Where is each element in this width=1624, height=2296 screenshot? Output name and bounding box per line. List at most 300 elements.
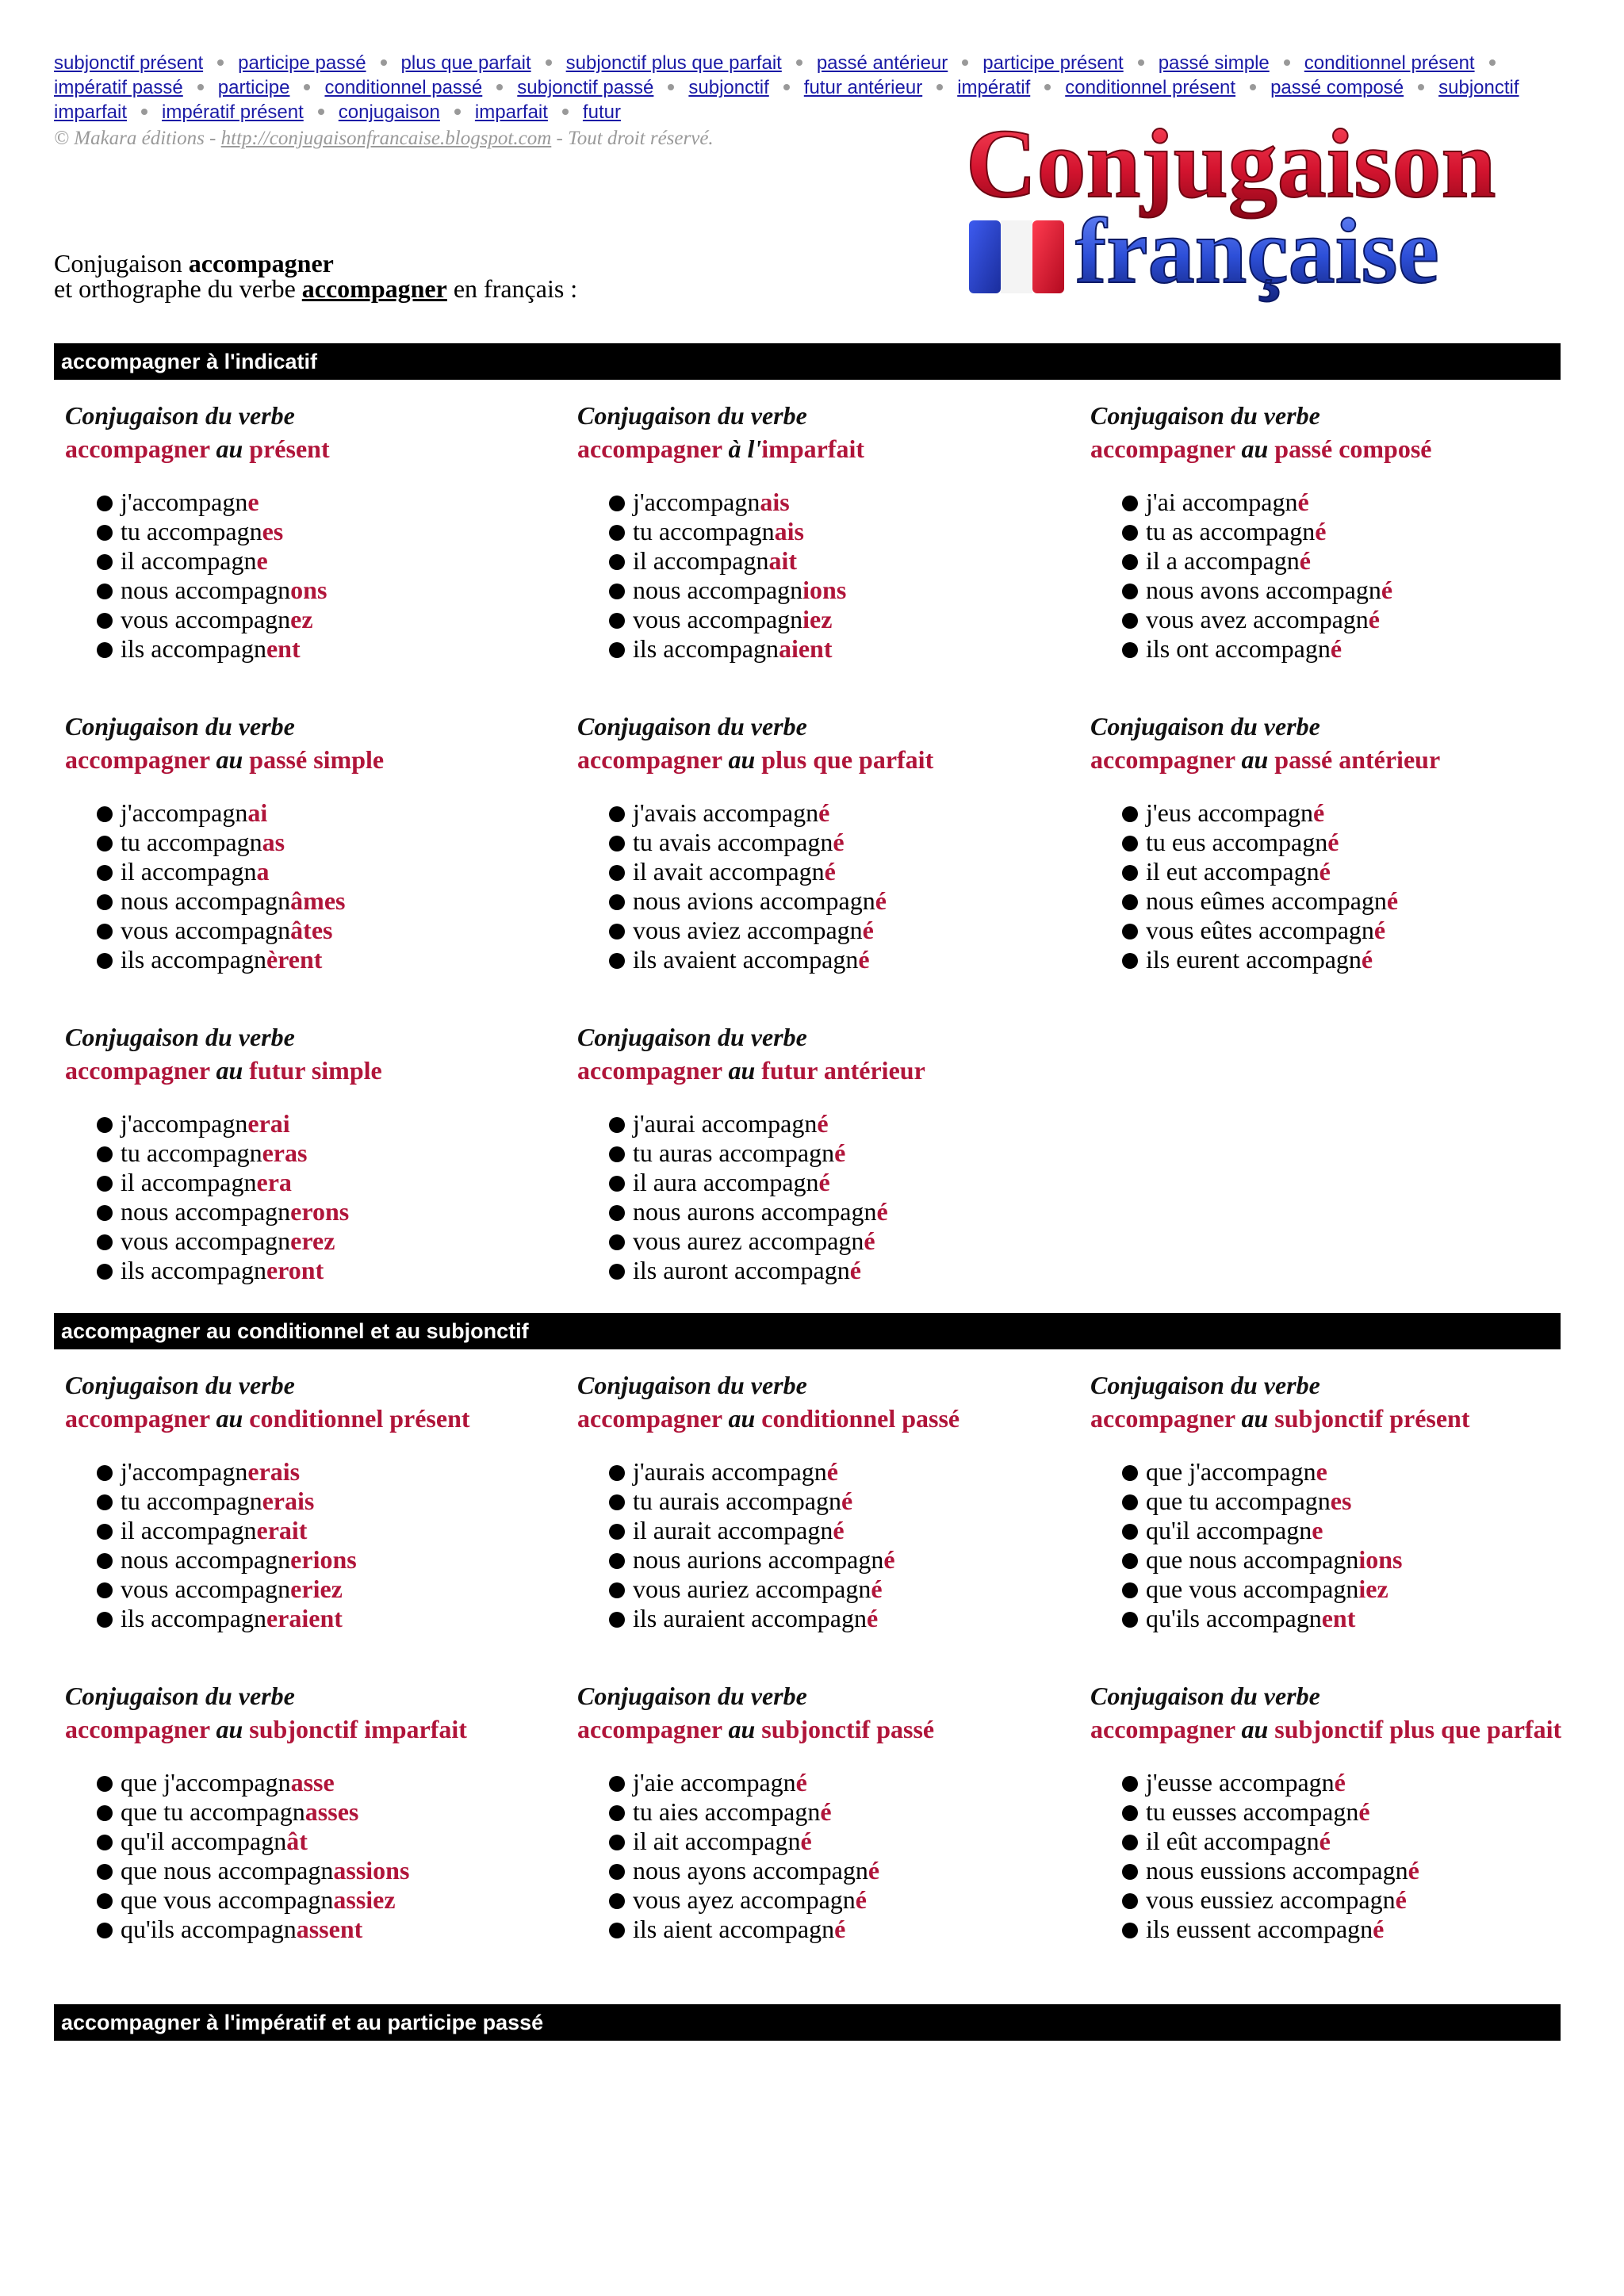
heading-preposition: au	[216, 434, 250, 463]
form-stem: tu accompagn	[121, 517, 262, 545]
separator-dot-icon	[454, 109, 461, 115]
form-stem: j'accompagn	[633, 488, 760, 516]
heading-verb: accompagner	[65, 745, 216, 774]
block-tense-heading	[577, 1712, 1053, 1746]
nav-link[interactable]: impératif présent	[162, 101, 304, 123]
form-ending: erai	[247, 1109, 290, 1138]
block-title: Conjugaison du verbe	[65, 1682, 295, 1710]
form-stem: j'eus accompagn	[1146, 798, 1314, 827]
form-ending: erais	[247, 1457, 301, 1486]
heading-preposition: au	[1241, 1404, 1275, 1433]
conjugated-form	[633, 1197, 1053, 1226]
heading-verb: accompagner	[65, 1056, 216, 1085]
form-stem: il ait accompagn	[633, 1827, 801, 1855]
form-stem: nous avions accompagn	[633, 886, 875, 915]
separator-dot-icon	[1138, 59, 1144, 66]
form-stem: tu eusses accompagn	[1146, 1797, 1359, 1826]
conjugated-form	[121, 886, 541, 916]
nav-link[interactable]: impératif	[957, 77, 1031, 98]
form-stem: nous accompagn	[121, 576, 291, 604]
form-stem: vous eussiez accompagn	[1146, 1885, 1396, 1914]
form-ending: a	[256, 857, 270, 886]
conjugated-form	[633, 1768, 1053, 1797]
form-stem: tu accompagn	[633, 517, 775, 545]
block-tense-heading	[1090, 1402, 1566, 1435]
form-ending: é	[1334, 1768, 1346, 1797]
heading-tense: subjonctif plus que parfait	[1274, 1715, 1562, 1743]
nav-link[interactable]: futur	[582, 101, 621, 123]
conjugation-block	[1090, 710, 1566, 974]
heading-tense: futur simple	[249, 1056, 382, 1085]
intro-verb: accompagner	[188, 249, 334, 277]
form-stem: que vous accompagn	[121, 1885, 334, 1914]
form-ending: é	[1313, 798, 1325, 827]
conjugated-form	[1146, 634, 1566, 664]
form-ending: é	[871, 1575, 883, 1603]
conjugation-block	[65, 1020, 541, 1285]
form-stem: qu'ils accompagn	[121, 1915, 297, 1943]
form-ending: ait	[768, 546, 798, 575]
form-stem: que tu accompagn	[1146, 1487, 1331, 1515]
separator-dot-icon	[783, 84, 790, 90]
form-stem: il accompagn	[633, 546, 769, 575]
form-ending: é	[855, 1885, 867, 1914]
logo-line2: française	[1075, 199, 1439, 303]
conjugated-form	[121, 634, 541, 664]
form-stem: ils aient accompagn	[633, 1915, 835, 1943]
conjugated-form	[121, 945, 541, 974]
form-stem: j'avais accompagn	[633, 798, 819, 827]
form-stem: il accompagn	[121, 1516, 257, 1544]
heading-tense: passé simple	[249, 745, 385, 774]
form-ending: é	[833, 1516, 845, 1544]
form-stem: tu aies accompagn	[633, 1797, 821, 1826]
conjugated-form	[1146, 886, 1566, 916]
nav-link[interactable]: impératif passé	[54, 77, 183, 98]
nav-link[interactable]: participe	[217, 77, 290, 98]
heading-preposition: au	[1241, 745, 1275, 774]
conjugated-form	[633, 798, 1053, 828]
form-stem: vous accompagn	[633, 605, 803, 633]
form-stem: nous accompagn	[121, 1197, 291, 1226]
separator-dot-icon	[668, 84, 674, 90]
intro-l2-suffix: en français :	[446, 274, 578, 303]
nav-link[interactable]: subjonctif passé	[517, 77, 654, 98]
block-title: Conjugaison du verbe	[577, 1023, 807, 1051]
form-ending: eriez	[290, 1575, 343, 1603]
conjugated-form	[1146, 605, 1566, 634]
nav-link[interactable]: conditionnel présent	[1065, 77, 1236, 98]
form-ending: eront	[266, 1256, 324, 1284]
form-ending: é	[834, 1915, 846, 1943]
form-ending: é	[862, 916, 874, 944]
conjugated-form	[1146, 945, 1566, 974]
conjugated-form	[121, 857, 541, 886]
block-title: Conjugaison du verbe	[577, 1371, 807, 1399]
conjugated-form	[1146, 828, 1566, 857]
form-stem: que nous accompagn	[1146, 1545, 1359, 1574]
nav-link[interactable]: plus que parfait	[400, 52, 531, 74]
conjugated-form	[633, 1487, 1053, 1516]
form-ending: ais	[774, 517, 804, 545]
form-ending: assions	[333, 1856, 410, 1885]
nav-link[interactable]: conjugaison	[338, 101, 440, 123]
form-stem: vous auriez accompagn	[633, 1575, 871, 1603]
conjugated-form	[633, 945, 1053, 974]
heading-tense: passé composé	[1274, 434, 1432, 463]
forms-list	[65, 1457, 541, 1633]
separator-dot-icon	[1489, 59, 1496, 66]
form-ending: aient	[778, 634, 833, 663]
nav-link[interactable]: subjonctif	[688, 77, 769, 98]
conjugation-block	[1090, 1679, 1566, 1944]
conjugated-form	[121, 605, 541, 634]
form-ending: é	[864, 1226, 875, 1255]
french-flag-icon	[969, 220, 1064, 293]
form-ending: é	[818, 1168, 830, 1196]
section-bar-conditionnel-subjonctif: accompagner au conditionnel et au subjonctif	[54, 1313, 1561, 1349]
conjugated-form	[121, 916, 541, 945]
conjugated-form	[121, 1575, 541, 1604]
form-stem: j'accompagn	[121, 488, 248, 516]
forms-list	[577, 1768, 1053, 1944]
form-ending: é	[1373, 1915, 1385, 1943]
nav-link[interactable]: conditionnel présent	[1304, 52, 1475, 74]
form-stem: ils auraient accompagn	[633, 1604, 867, 1632]
conjugated-form	[121, 1197, 541, 1226]
forms-list	[1090, 1457, 1566, 1633]
block-tense-heading	[65, 743, 541, 776]
block-title: Conjugaison du verbe	[1090, 712, 1320, 740]
separator-dot-icon	[562, 109, 569, 115]
form-stem: vous accompagn	[121, 916, 291, 944]
form-ending: es	[262, 517, 284, 545]
form-ending: es	[1330, 1487, 1352, 1515]
conjugated-form	[121, 1256, 541, 1285]
conjugated-form	[121, 1109, 541, 1138]
form-ending: ons	[290, 576, 327, 604]
conjugation-block	[65, 1679, 541, 1944]
heading-verb: accompagner	[1090, 1715, 1242, 1743]
heading-preposition: au	[728, 1715, 762, 1743]
conjugation-block	[577, 1368, 1053, 1633]
conjugated-form	[1146, 1797, 1566, 1827]
heading-tense: subjonctif passé	[761, 1715, 935, 1743]
separator-dot-icon	[217, 59, 224, 66]
site-logo	[959, 109, 1562, 323]
conjugation-block	[65, 710, 541, 974]
form-stem: il accompagn	[121, 546, 257, 575]
form-stem: ils avaient accompagn	[633, 945, 859, 974]
conjugated-form	[1146, 1575, 1566, 1604]
block-tense-heading	[577, 1054, 1053, 1087]
form-ending: é	[1358, 1797, 1370, 1826]
block-title: Conjugaison du verbe	[1090, 401, 1320, 430]
nav-link[interactable]: subjonctif plus que parfait	[565, 52, 782, 74]
form-ending: é	[1319, 1827, 1331, 1855]
form-stem: tu auras accompagn	[633, 1138, 835, 1167]
form-stem: nous aurions accompagn	[633, 1545, 884, 1574]
nav-link[interactable]: passé antérieur	[816, 52, 948, 74]
conjugated-form	[633, 1604, 1053, 1633]
form-ending: ent	[266, 634, 301, 663]
forms-list	[1090, 798, 1566, 974]
conjugated-form	[633, 857, 1053, 886]
form-stem: qu'il accompagn	[121, 1827, 287, 1855]
heading-preposition: au	[728, 1404, 762, 1433]
form-stem: qu'il accompagn	[1146, 1516, 1312, 1544]
form-ending: ions	[802, 576, 847, 604]
form-stem: il avait accompagn	[633, 857, 825, 886]
conjugated-form	[633, 1516, 1053, 1545]
form-stem: tu as accompagn	[1146, 517, 1316, 545]
form-stem: ils accompagn	[633, 634, 779, 663]
form-ending: é	[868, 1856, 880, 1885]
nav-link[interactable]: passé simple	[1158, 52, 1270, 74]
heading-preposition: au	[1241, 434, 1275, 463]
forms-list	[577, 1457, 1053, 1633]
block-tense-heading	[577, 1402, 1053, 1435]
nav-link[interactable]: futur antérieur	[803, 77, 923, 98]
heading-verb: accompagner	[577, 745, 729, 774]
heading-preposition: au	[216, 1715, 250, 1743]
conjugated-form	[1146, 798, 1566, 828]
form-stem: que j'accompagn	[1146, 1457, 1316, 1486]
form-ending: é	[833, 828, 845, 856]
intro-verb-underlined: accompagner	[301, 274, 447, 303]
block-title: Conjugaison du verbe	[1090, 1682, 1320, 1710]
form-ending: é	[817, 1109, 829, 1138]
form-ending: é	[826, 1457, 838, 1486]
form-ending: é	[1327, 828, 1339, 856]
form-stem: vous aurez accompagn	[633, 1226, 864, 1255]
separator-dot-icon	[962, 59, 968, 66]
nav-link[interactable]: passé composé	[1270, 77, 1404, 98]
heading-preposition: au	[216, 745, 250, 774]
form-ending: era	[256, 1168, 292, 1196]
heading-verb: accompagner	[1090, 745, 1242, 774]
logo-line1: Conjugaison	[966, 109, 1496, 218]
form-stem: que j'accompagn	[121, 1768, 291, 1797]
conjugated-form	[633, 1256, 1053, 1285]
form-ending: é	[1315, 517, 1327, 545]
heading-tense: passé antérieur	[1274, 745, 1441, 774]
form-stem: ils accompagn	[121, 945, 266, 974]
forms-list	[65, 798, 541, 974]
nav-link[interactable]: conditionnel passé	[324, 77, 483, 98]
form-ending: erait	[256, 1516, 308, 1544]
form-ending: erais	[262, 1487, 315, 1515]
intro-prefix: Conjugaison	[54, 249, 189, 277]
conjugated-form	[121, 1797, 541, 1827]
form-ending: assent	[296, 1915, 363, 1943]
form-ending: assiez	[333, 1885, 396, 1914]
separator-dot-icon	[796, 59, 802, 66]
forms-list	[577, 798, 1053, 974]
heading-preposition: au	[1241, 1715, 1275, 1743]
block-title: Conjugaison du verbe	[1090, 1371, 1320, 1399]
block-tense-heading	[1090, 743, 1566, 776]
form-stem: nous aurons accompagn	[633, 1197, 877, 1226]
form-ending: iez	[802, 605, 833, 633]
conjugated-form	[121, 1226, 541, 1256]
conjugated-form	[633, 916, 1053, 945]
separator-dot-icon	[1250, 84, 1256, 90]
form-ending: é	[841, 1487, 853, 1515]
form-stem: vous accompagn	[121, 1575, 291, 1603]
conjugated-form	[633, 605, 1053, 634]
form-stem: nous avons accompagn	[1146, 576, 1381, 604]
conjugated-form	[1146, 1768, 1566, 1797]
blog-link[interactable]: http://conjugaisonfrancaise.blogspot.com	[220, 128, 552, 149]
separator-dot-icon	[141, 109, 147, 115]
block-tense-heading	[577, 432, 1053, 465]
forms-list	[1090, 1768, 1566, 1944]
form-stem: vous eûtes accompagn	[1146, 916, 1374, 944]
heading-verb: accompagner	[65, 1715, 216, 1743]
form-ending: âmes	[290, 886, 346, 915]
separator-dot-icon	[936, 84, 943, 90]
forms-list	[65, 1768, 541, 1944]
form-ending: é	[1395, 1885, 1407, 1914]
conjugation-block	[1090, 1368, 1566, 1633]
conjugated-form	[1146, 517, 1566, 546]
form-ending: é	[818, 798, 830, 827]
form-stem: tu avais accompagn	[633, 828, 833, 856]
conjugated-form	[633, 886, 1053, 916]
heading-tense: imparfait	[761, 434, 865, 463]
form-ending: é	[1373, 916, 1386, 944]
nav-link[interactable]: participe passé	[238, 52, 366, 74]
conjugation-block	[65, 399, 541, 664]
conjugated-form	[1146, 1915, 1566, 1944]
nav-link[interactable]: imparfait	[474, 101, 548, 123]
heading-preposition: au	[216, 1056, 250, 1085]
conjugation-block	[577, 399, 1053, 664]
conjugated-form	[1146, 916, 1566, 945]
form-stem: il accompagn	[121, 857, 257, 886]
block-tense-heading	[65, 1054, 541, 1087]
nav-link[interactable]: subjonctif imparfait	[54, 77, 1519, 123]
form-ending: eras	[262, 1138, 308, 1167]
separator-dot-icon	[304, 84, 310, 90]
form-stem: qu'ils accompagn	[1146, 1604, 1322, 1632]
form-stem: nous accompagn	[121, 886, 291, 915]
conjugated-form	[121, 828, 541, 857]
conjugation-block	[65, 1368, 541, 1633]
separator-dot-icon	[1418, 84, 1424, 90]
conjugated-form	[121, 1457, 541, 1487]
form-ending: é	[820, 1797, 832, 1826]
conjugated-form	[633, 1226, 1053, 1256]
form-stem: j'aie accompagn	[633, 1768, 796, 1797]
conjugated-form	[633, 576, 1053, 605]
form-ending: iez	[1358, 1575, 1388, 1603]
form-stem: ils accompagn	[121, 1256, 266, 1284]
conjugated-form	[121, 1856, 541, 1885]
conjugated-form	[121, 576, 541, 605]
form-ending: é	[1297, 488, 1309, 516]
conjugated-form	[633, 1457, 1053, 1487]
copyright-notice	[54, 128, 714, 150]
form-stem: tu eus accompagn	[1146, 828, 1328, 856]
heading-tense: conditionnel passé	[761, 1404, 960, 1433]
conjugated-form	[1146, 1516, 1566, 1545]
form-ending: ions	[1358, 1545, 1403, 1574]
conjugated-form	[1146, 1545, 1566, 1575]
heading-preposition: au	[728, 1056, 762, 1085]
conjugated-form	[121, 1827, 541, 1856]
conjugation-block	[1090, 399, 1566, 664]
separator-dot-icon	[197, 84, 204, 90]
heading-tense: subjonctif présent	[1274, 1404, 1470, 1433]
heading-preposition: au	[728, 745, 762, 774]
form-stem: vous ayez accompagn	[633, 1885, 856, 1914]
copyright-suffix: - Tout droit réservé.	[551, 128, 714, 149]
form-stem: ils accompagn	[121, 1604, 266, 1632]
nav-link[interactable]: participe présent	[982, 52, 1124, 74]
heading-verb: accompagner	[577, 1715, 729, 1743]
form-ending: é	[800, 1827, 812, 1855]
form-stem: nous ayons accompagn	[633, 1856, 868, 1885]
form-stem: nous accompagn	[121, 1545, 291, 1574]
conjugated-form	[121, 1516, 541, 1545]
forms-list	[577, 1109, 1053, 1285]
form-ending: é	[858, 945, 870, 974]
separator-dot-icon	[1044, 84, 1051, 90]
conjugated-form	[633, 828, 1053, 857]
block-tense-heading	[1090, 432, 1566, 465]
form-stem: il a accompagn	[1146, 546, 1300, 575]
form-ending: é	[1319, 857, 1331, 886]
form-ending: e	[1312, 1516, 1323, 1544]
form-ending: e	[256, 546, 268, 575]
conjugated-form	[121, 517, 541, 546]
conjugated-form	[633, 634, 1053, 664]
form-ending: é	[795, 1768, 807, 1797]
form-ending: é	[875, 886, 887, 915]
form-stem: il accompagn	[121, 1168, 257, 1196]
form-ending: èrent	[266, 945, 323, 974]
form-ending: é	[1408, 1856, 1419, 1885]
form-ending: erez	[290, 1226, 335, 1255]
form-stem: il eût accompagn	[1146, 1827, 1320, 1855]
conjugated-form	[121, 1168, 541, 1197]
form-stem: j'ai accompagn	[1146, 488, 1298, 516]
form-ending: é	[834, 1138, 846, 1167]
conjugated-form	[1146, 857, 1566, 886]
form-stem: vous accompagn	[121, 1226, 291, 1255]
heading-preposition: au	[216, 1404, 250, 1433]
conjugated-form	[633, 1915, 1053, 1944]
separator-dot-icon	[546, 59, 552, 66]
block-tense-heading	[577, 743, 1053, 776]
form-stem: que nous accompagn	[121, 1856, 334, 1885]
conjugation-block	[577, 1679, 1053, 1944]
form-stem: vous accompagn	[121, 605, 291, 633]
nav-link[interactable]: subjonctif présent	[54, 52, 204, 74]
block-title: Conjugaison du verbe	[65, 401, 295, 430]
heading-verb: accompagner	[577, 434, 729, 463]
form-ending: ais	[760, 488, 790, 516]
form-ending: erions	[290, 1545, 357, 1574]
block-title: Conjugaison du verbe	[577, 712, 807, 740]
form-stem: j'accompagn	[121, 1457, 248, 1486]
conjugated-form	[121, 1487, 541, 1516]
form-stem: vous avez accompagn	[1146, 605, 1369, 633]
conjugated-form	[1146, 546, 1566, 576]
conjugated-form	[633, 1168, 1053, 1197]
